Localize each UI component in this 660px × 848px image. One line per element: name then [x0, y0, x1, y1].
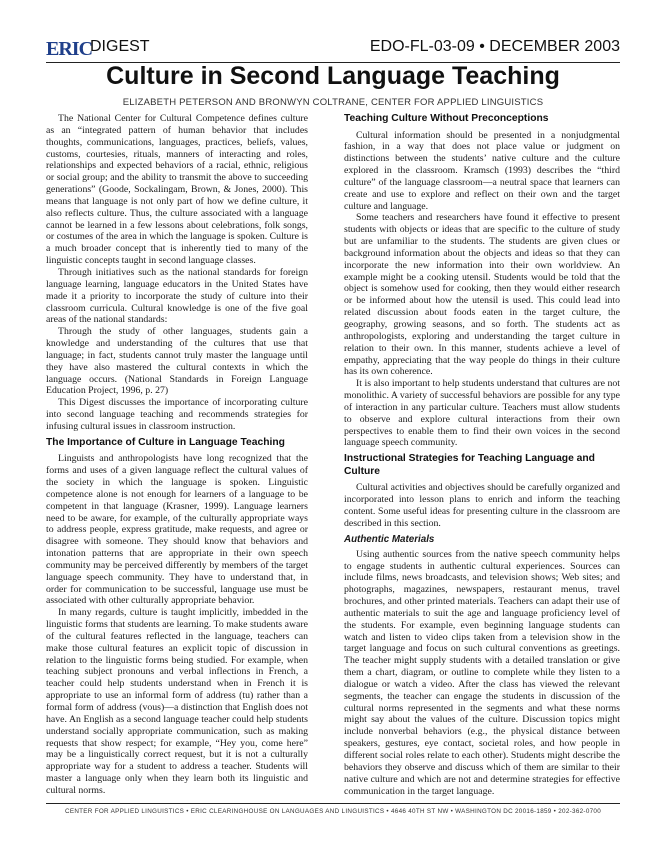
eric-logo: ERIC — [46, 38, 93, 60]
paragraph: Some teachers and researchers have found it effective to present students with objects or ideas that are specific to the culture of study but are unfamiliar to the students. The students are given clues or background information about the objects and ideas so that they can incorporate the new information into their own worldview. An example might be a cooking utensil. Students would be told that the object is somehow used for cooking, then they would either research or be informed about how the utensil is used. This could lead into related discussion about foods eaten in the target culture, the geography, growing seasons, and so forth. The students act as anthropologists, exploring and understanding the target culture in relation to their own. In this manner, students achieve a level of empathy, appreciating that the way people do things in their culture has its own coherence. — [344, 212, 620, 378]
paragraph: Cultural information should be presented in a nonjudgmental fashion, in a way that does not place value or judgment on distinctions between the students’ native culture and the culture explored in the classroom. Kramsch (1993) describes the “third culture” of the language classroom—a neutral space that learners can create and use to explore and reflect on their own and the target culture and language. — [344, 129, 620, 212]
paragraph: It is also important to help students understand that cultures are not monolithic. A variety of successful behaviors are possible for any type of interaction in any particular culture. Teachers must allow students to observe and explore cultural interactions from their own perspectives to enable them to find their own voices in the second language speech community. — [344, 378, 620, 449]
paragraph: The National Center for Cultural Competence defines culture as an “integrated pattern of human behavior that includes thoughts, communications, languages, practices, beliefs, values, customs, courtesies, rituals, manners of interacting and roles, relationships and expected behaviors of a racial, ethnic, religious or social group; and the ability to transmit the above to succeeding generations” (Goode, Sockalingam, Brown, & Jones, 2000). This means that language is not only part of how we define culture, it also reflects culture. Thus, the culture associated with a language cannot be learned in a few lessons about celebrations, folk songs, or costumes of the area in which the language is spoken. Culture is a much broader concept that is inherently tied to many of the linguistic concepts taught in second language classes. — [46, 113, 308, 267]
section-heading-importance: The Importance of Culture in Language Teaching — [46, 436, 285, 448]
authors-line: ELIZABETH PETERSON AND BRONWYN COLTRANE, CENTER FOR APPLIED LINGUISTICS — [122, 97, 544, 108]
paragraph: Linguists and anthropologists have long recognized that the forms and uses of a given language reflect the cultural values of the society in which the language is spoken. Linguistic competence alone is not enough for learners of a language to be competent in that language (Krasner, 1999). Language learners need to be aware, for example, of the culturally appropriate ways to address people, express gratitude, make requests, and agree or disagree with someone. They should know that behaviors and intonation patterns that are appropriate in their own speech community may be perceived differently by members of the target language speech community. They have to understand that, in order for communication to be successful, language use must be associated with other culturally appropriate behavior. — [46, 453, 308, 607]
paragraph: Cultural activities and objectives should be carefully organized and incorporated into lesson plans to enrich and inform the teaching content. Some useful ideas for presenting culture in the classroom are described in this section. — [344, 482, 620, 529]
paragraph: Through the study of other languages, students gain a knowledge and understanding of the cultures that use that language; in fact, students cannot truly master the language until they have also mastered the cultural contexts in which the language occurs. (National Standards in Foreign Language Education Project, 1996, p. 27) — [46, 326, 308, 397]
paragraph: Using authentic sources from the native speech community helps to engage students in authentic cultural experiences. Sources can include films, news broadcasts, and television shows; Web sites; and photographs, magazines, newspapers, restaurant menus, travel brochures, and other printed materials. Teachers can adapt their use of authentic materials to suit the age and language proficiency level of the students. For example, even beginning language students can watch and listen to video clips taken from a television show in the target language and focus on such cultural conventions as greetings. The teacher might supply students with a detailed translation or give them a chart, diagram, or outline to complete while they listen to a dialogue or watch a video. After the class has viewed the relevant segments, the teacher can engage the students in discussion of the cultural norms represented in the segments and what these norms might say about the values of the culture. Discussion topics might include nonverbal behaviors (e.g., the physical distance between speakers, gestures, eye contact, societal roles, and how people in different social roles relate to each other). Students might describe the behaviors they observe and discuss which of them are similar to their native culture and which are not and determine strategies for effective communication in the target language. — [344, 548, 620, 797]
page-title: Culture in Second Language Teaching — [106, 62, 560, 90]
footer-divider — [46, 803, 620, 804]
document-id: EDO-FL-03-09 • DECEMBER 2003 — [369, 38, 620, 55]
subsection-heading-authentic-materials: Authentic Materials — [344, 533, 435, 545]
digest-label: DIGEST — [90, 38, 150, 55]
footer: CENTER FOR APPLIED LINGUISTICS • ERIC CLEARINGHOUSE ON LANGUAGES AND LINGUISTICS • 4646 40TH ST NW • WASHINGTON DC 20016-1859 • 202-362-0700 — [64, 808, 602, 815]
left-column — [46, 113, 308, 797]
paragraph: In many regards, culture is taught implicitly, imbedded in the linguistic forms that students are learning. To make students aware of the cultural features reflected in the language, teachers can make those cultural features an explicit topic of discussion in relation to the linguistic forms being studied. For example, when teaching subject pronouns and verbal inflections in French, a teacher could help students understand when in French it is appropriate to use an informal form of address (tu) rather than a formal form of address (vous)—a distinction that English does not have. An English as a second language teacher could help students understand socially appropriate communication, such as making requests that show respect; for example, “Hey you, come here” may be a linguistically correct request, but it is not a culturally appropriate way for a student to address a teacher. Students will master a language only when they learn both its linguistic and cultural norms. — [46, 607, 308, 796]
section-heading-strategies: Instructional Strategies for Teaching Language and Culture — [344, 453, 595, 477]
section-heading-preconceptions: Teaching Culture Without Preconceptions — [344, 113, 549, 124]
right-column — [344, 113, 620, 797]
paragraph: This Digest discusses the importance of incorporating culture into second language teaching and recommends strategies for infusing cultural issues in classroom instruction. — [46, 397, 308, 432]
paragraph: Through initiatives such as the national standards for foreign language learning, language educators in the United States have made it a priority to incorporate the study of culture into their classroom curricula. Cultural knowledge is one of the five goal areas of the national standards: — [46, 266, 308, 326]
